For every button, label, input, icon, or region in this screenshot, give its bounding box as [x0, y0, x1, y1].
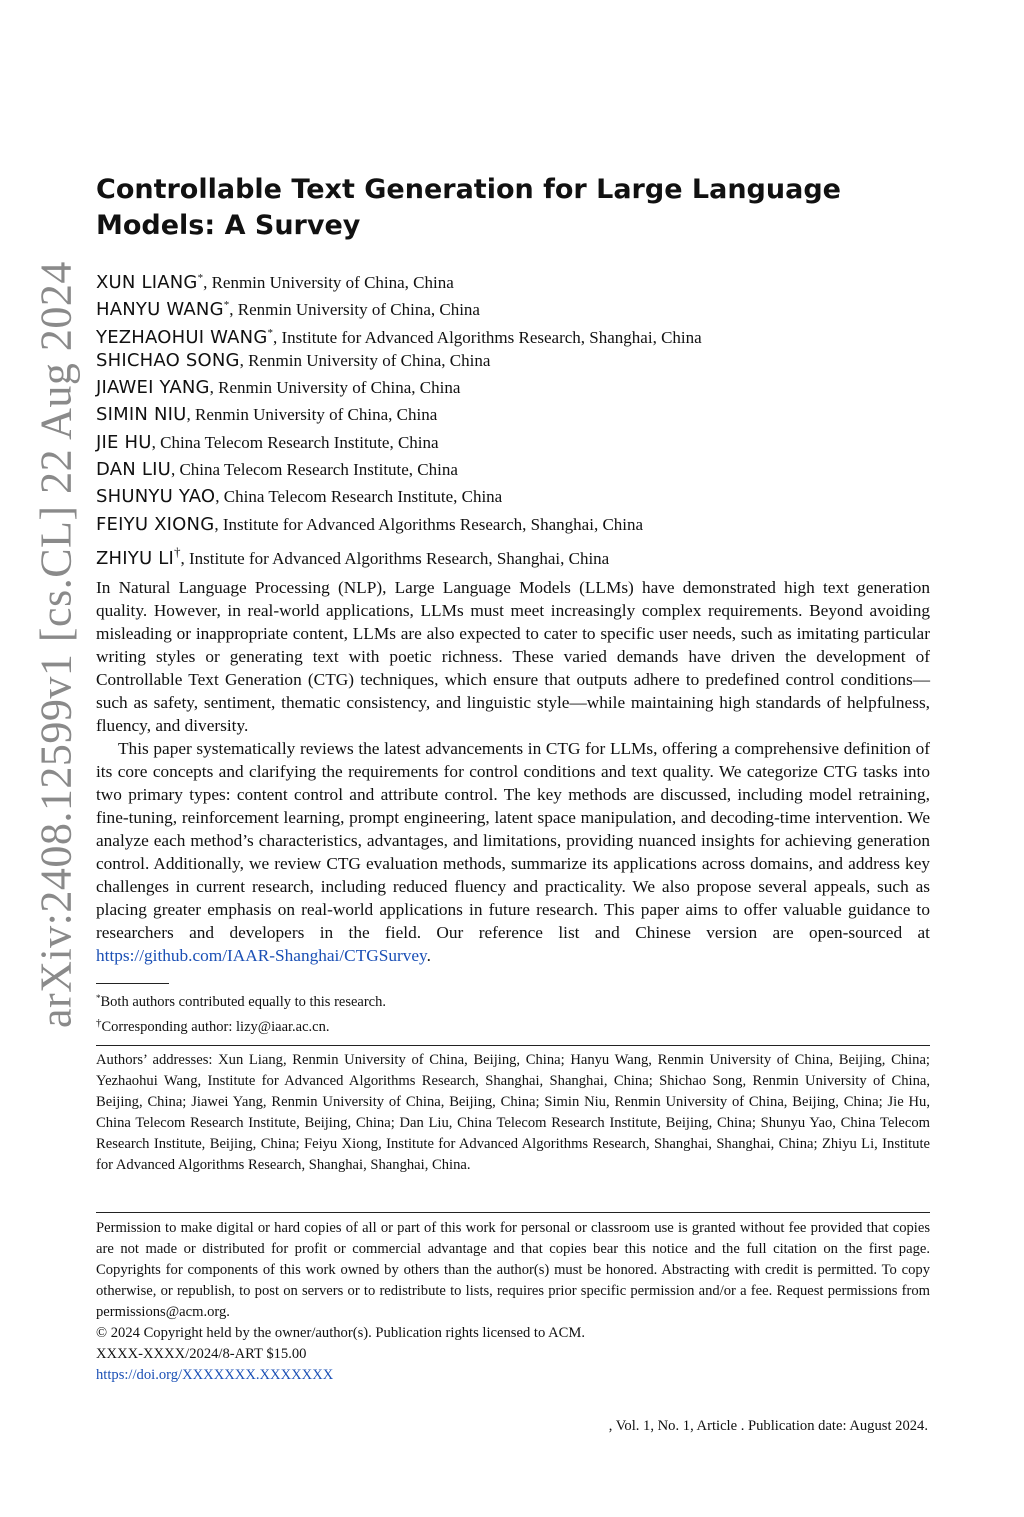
- repository-link[interactable]: https://github.com/IAAR-Shanghai/CTGSurvey: [96, 946, 427, 965]
- author-name: FEIYU XIONG: [96, 513, 215, 535]
- arxiv-identifier[interactable]: arXiv:2408.12599v1 [cs.CL] 22 Aug 2024: [31, 261, 81, 1028]
- author-name: JIAWEI YANG: [96, 377, 210, 399]
- author-affiliation: , China Telecom Research Institute, China: [215, 487, 503, 507]
- paper-title: Controllable Text Generation for Large Language Models: A Survey: [96, 174, 841, 241]
- author-affiliation: , Institute for Advanced Algorithms Research, Shanghai, China: [180, 548, 610, 568]
- footnote-equal-contribution: [96, 988, 930, 1013]
- author-entry: [96, 456, 956, 483]
- doi-link[interactable]: https://doi.org/XXXXXXX.XXXXXXX: [96, 1367, 334, 1383]
- permission-notice: [96, 1218, 930, 1386]
- author-name: DAN LIU: [96, 459, 171, 481]
- author-name: YEZHAOHUI WANG: [96, 326, 268, 348]
- addresses-text: Authors’ addresses: Xun Liang, Renmin University of China, Beijing, China; Hanyu Wang, Renmin University of China, Beijing, China; Yezhaohui Wang, Institute for Advanced Algorithms Research, Shanghai, Shanghai, China; Shichao Song, Renmin University of China, Beijing, China; Jiawei Yang, Renmin University of China, Beijing, China; Simin Niu, Renmin University of China, Beijing, China; Jie Hu, China Telecom Research Institute, Beijing, China; Dan Liu, China Telecom Research Institute, Beijing, China; Shunyu Yao, China Telecom Research Institute, Beijing, China; Feiyu Xiong, Institute for Advanced Algorithms Research, Shanghai, Shanghai, China; Zhiyu Li, Institute for Advanced Algorithms Research, Shanghai, Shanghai, China.: [96, 1052, 930, 1173]
- author-entry: [96, 429, 956, 456]
- author-entry: [96, 483, 956, 510]
- issn-line: XXXX-XXXX/2024/8-ART $15.00: [96, 1346, 307, 1362]
- author-affiliation: , Renmin University of China, China: [186, 405, 438, 425]
- author-name: SHUNYU YAO: [96, 486, 216, 508]
- author-entry: [96, 320, 956, 347]
- author-affiliation: , Renmin University of China, China: [203, 273, 454, 292]
- abstract-paragraph-1: In Natural Language Processing (NLP), Large Language Models (LLMs) have demonstrated high text generation quality. However, in real-world applications, LLMs must meet increasingly complex requirements. Beyond avoiding misleading or inappropriate content, LLMs are also expected to cater to specific user needs, such as imitating particular writing styles or generating text with poetic richness. These varied demands have driven the development of Controllable Text Generation (CTG) techniques, which ensure that outputs adhere to predefined control conditions—such as safety, sentiment, thematic consistency, and linguistic style—while maintaining high standards of helpfulness, fluency, and diversity.: [96, 578, 930, 735]
- footnote-rule: [96, 983, 169, 984]
- page-footer: , Vol. 1, No. 1, Article . Publication date: August 2024.: [608, 1418, 928, 1434]
- copyright-line: © 2024 Copyright held by the owner/author(s). Publication rights licensed to ACM.: [96, 1325, 585, 1341]
- abstract-paragraph-2-end: .: [426, 946, 431, 965]
- author-affiliation: , Renmin University of China, China: [209, 378, 461, 398]
- footnote-mark: †: [96, 1017, 102, 1029]
- footnote-mark: *: [96, 993, 101, 1003]
- corresponding-author-mark: †: [174, 543, 181, 559]
- author-name: HANYU WANG: [96, 299, 224, 321]
- footnote-corresponding-author: [96, 1013, 930, 1038]
- author-entry: [96, 265, 956, 292]
- author-entry: [96, 374, 956, 401]
- author-affiliation: , China Telecom Research Institute, China: [170, 460, 458, 480]
- author-entry: [96, 511, 956, 538]
- permission-text: Permission to make digital or hard copies of all or part of this work for personal or classroom use is granted without fee provided that copies are not made or distributed for profit or commercial advantage and that copies bear this notice and the full citation on the first page. Copyrights for components of this work owned by others than the author(s) must be honored. Abstracting with credit is permitted. To copy otherwise, or republish, to post on servers or to redistribute to lists, requires prior specific permission and/or a fee. Request permissions from permissions@acm.org.: [96, 1220, 930, 1320]
- author-entry: [96, 292, 956, 319]
- abstract: [96, 576, 930, 967]
- authors-addresses: [96, 1050, 930, 1176]
- author-affiliation: , Institute for Advanced Algorithms Research, Shanghai, China: [214, 514, 644, 534]
- author-affiliation: , China Telecom Research Institute, China: [151, 432, 439, 452]
- equal-contribution-mark: *: [197, 272, 204, 284]
- author-list: [96, 265, 956, 569]
- addresses-top-rule: [96, 1045, 930, 1046]
- footnotes: [96, 988, 930, 1038]
- author-affiliation: , Institute for Advanced Algorithms Research, Shanghai, China: [272, 327, 702, 347]
- footnote-text: Both authors contributed equally to this research.: [100, 994, 386, 1010]
- author-affiliation: , Renmin University of China, China: [239, 350, 491, 370]
- author-name: JIE HU: [96, 431, 152, 453]
- author-name: ZHIYU LI: [96, 547, 175, 569]
- equal-contribution-mark: *: [267, 326, 273, 339]
- arxiv-sidebar: [20, 261, 92, 1028]
- abstract-paragraph-2-text: This paper systematically reviews the latest advancements in CTG for LLMs, offering a comprehensive definition of its core concepts and clarifying the requirements for control conditions and text quality. We categorize CTG tasks into two primary types: content control and attribute control. The key methods are discussed, including model retraining, fine-tuning, reinforcement learning, prompt engineering, latent space manipulation, and decoding-time intervention. We analyze each method’s characteristics, advantages, and limitations, providing nuanced insights for achieving generation control. Additionally, we review CTG evaluation methods, summarize its applications across domains, and address key challenges in current research, including reduced fluency and practicality. We also propose several appeals, such as placing greater emphasis on real-world applications in future research. This paper aims to offer valuable guidance to researchers and developers in the field. Our reference list and Chinese version are open-sourced at: [96, 739, 930, 942]
- author-entry: [96, 401, 956, 428]
- author-entry: [96, 347, 956, 374]
- footnote-text: Corresponding author: lizy@iaar.ac.cn.: [101, 1019, 330, 1035]
- author-entry: [96, 538, 956, 569]
- permission-top-rule: [96, 1212, 930, 1213]
- equal-contribution-mark: *: [223, 299, 230, 312]
- author-name: XUN LIANG: [96, 272, 198, 293]
- author-name: SHICHAO SONG: [96, 349, 240, 371]
- abstract-paragraph-2: [96, 737, 930, 967]
- author-affiliation: , Renmin University of China, China: [229, 300, 480, 320]
- author-name: SIMIN NIU: [96, 404, 187, 426]
